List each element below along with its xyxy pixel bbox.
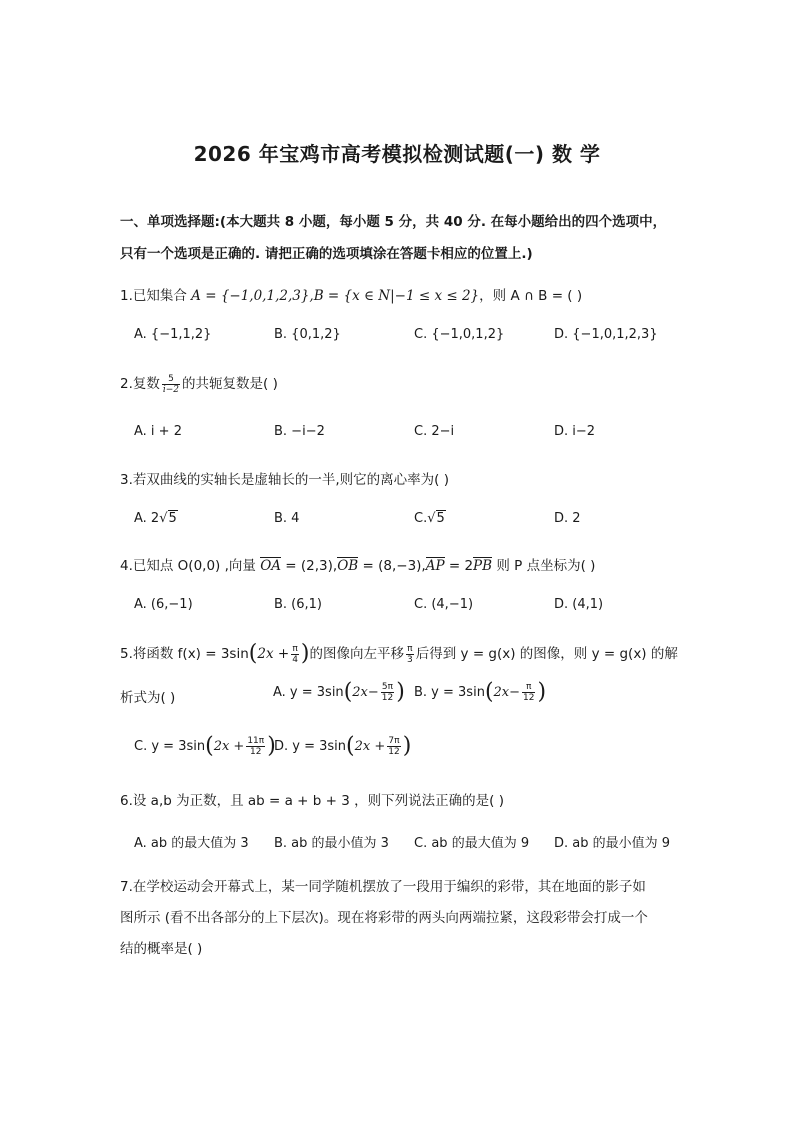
q5-text-1: 5.将函数 f(x) = 3sin: [120, 646, 249, 662]
q5-option-a-den: 12: [381, 693, 394, 703]
section-instruction-line1: 一、单项选择题:(本大题共 8 小题，每小题 5 分，共 40 分. 在每小题给出的四个选项中，: [120, 214, 667, 230]
q2-option-b: B. −i−2: [274, 424, 325, 439]
q2-suffix: 的共轭复数是( ): [182, 376, 278, 392]
q5-option-d-arg: 2x +: [354, 739, 386, 754]
q6-option-d: D. ab 的最小值为 9: [554, 836, 671, 851]
q5-option-b-pre: B. y = 3sin: [414, 685, 485, 700]
question-7-line-1: 7.在学校运动会开幕式上，某一同学随机摆放了一段用于编织的彩带，其在地面的影子如: [120, 879, 646, 895]
q5-line-2: 析式为( ): [120, 690, 176, 706]
q5-option-c: [134, 733, 276, 759]
q5-fraction-1: [291, 644, 299, 665]
q4-text-5: 则 P 点坐标为( ): [492, 558, 596, 574]
q5-paren-open: (: [248, 641, 258, 666]
q5-option-c-num: 11π: [247, 736, 265, 746]
q5-fraction-2: [406, 644, 414, 665]
q5-fraction-1-denominator: 4: [292, 654, 298, 665]
q5-option-a-pre: A. y = 3sin: [273, 685, 344, 700]
q5-option-d-paren-close: ): [402, 733, 412, 759]
q5-option-b-paren-open: (: [484, 679, 494, 705]
q5-text-3: 后得到 y = g(x) 的图像，则 y = g(x) 的解: [415, 646, 678, 662]
q5-option-a-paren-close: ): [396, 679, 405, 705]
question-7-line-3: 结的概率是( ): [120, 941, 203, 957]
q5-option-c-paren-open: (: [205, 733, 214, 759]
q3-option-a-text: A. 2: [134, 511, 160, 526]
q5-option-d-den: 12: [388, 747, 400, 757]
q1-suffix: ，则 A ∩ B = ( ): [479, 288, 583, 304]
q5-option-b-arg: 2x−: [493, 685, 521, 700]
q5-option-a-fraction: [381, 682, 394, 703]
q3-option-c-text: C.: [414, 511, 428, 526]
q5-option-d-num: 7π: [388, 736, 400, 746]
q4-vector-ap: AP: [425, 558, 445, 574]
q5-fraction-2-numerator: π: [407, 643, 413, 654]
q4-vector-ob: OB: [337, 558, 359, 574]
q4-vector-pb: PB: [473, 558, 493, 574]
question-7-line-2: 图所示 (看不出各部分的上下层次)。现在将彩带的两头向两端拉紧，这段彩带会打成一个: [120, 910, 648, 926]
q5-paren-close: ): [300, 641, 310, 666]
q1-option-d: D. {−1,0,1,2,3}: [554, 327, 658, 342]
q4-vector-oa: OA: [260, 558, 282, 574]
q1-sets: A = {−1,0,1,2,3},B = {x ∈ N|−1 ≤ x ≤ 2}: [191, 288, 480, 304]
q5-option-c-pre: C. y = 3sin: [134, 739, 206, 754]
q5-text-2: 的图像向左平移: [309, 646, 405, 662]
q2-prefix: 2.复数: [120, 376, 160, 392]
q3-option-d: D. 2: [554, 511, 581, 526]
q5-option-d-paren-open: (: [346, 733, 355, 759]
question-6: 6.设 a,b 为正数，且 ab = a + b + 3 ，则下列说法正确的是( ): [120, 793, 504, 809]
q4-option-a: A. (6,−1): [134, 597, 193, 612]
question-4: [120, 554, 595, 574]
q2-fraction: [162, 374, 180, 395]
q4-option-d: D. (4,1): [554, 597, 604, 612]
q4-option-c: C. (4,−1): [414, 597, 474, 612]
q4-option-b: B. (6,1): [274, 597, 323, 612]
q5-option-b-fraction: [522, 682, 535, 703]
q4-text-2: = (2,3),: [281, 558, 338, 574]
q1-option-b: B. {0,1,2}: [274, 327, 341, 342]
q5-option-a-paren-open: (: [343, 679, 353, 705]
q3-option-b: B. 4: [274, 511, 300, 526]
q5-option-b: [414, 679, 547, 705]
question-2: [120, 372, 278, 395]
q1-prefix: 1.已知集合: [120, 288, 192, 304]
q5-argument: 2x +: [257, 646, 290, 662]
q5-fraction-2-denominator: 3: [407, 654, 413, 665]
q5-option-c-fraction: [246, 736, 265, 757]
q3-option-c-radicand: 5: [436, 511, 445, 526]
q4-text-4: = 2: [444, 558, 474, 574]
q5-option-b-paren-close: ): [537, 679, 547, 705]
q3-option-a-radicand: 5: [168, 511, 177, 526]
q5-option-a: [273, 679, 405, 705]
q5-option-d-fraction: [387, 736, 400, 757]
q5-option-d-pre: D. y = 3sin: [274, 739, 347, 754]
q5-option-a-num: 5π: [381, 682, 394, 692]
q2-option-c: C. 2−i: [414, 424, 455, 439]
q3-option-a: A. 2√5: [134, 511, 177, 526]
q2-option-a: A. i + 2: [134, 424, 182, 439]
q5-option-a-arg: 2x−: [352, 685, 379, 700]
q5-option-c-paren-close: ): [267, 733, 276, 759]
question-3: 3.若双曲线的实轴长是虚轴长的一半,则它的离心率为( ): [120, 472, 449, 488]
page-title: 2026 年宝鸡市高考模拟检测试题(一) 数 学: [193, 142, 601, 166]
q3-option-c: C.√5: [414, 511, 445, 526]
q5-option-b-den: 12: [523, 693, 535, 703]
q5-option-d: [274, 733, 412, 759]
q2-fraction-numerator: 5: [162, 374, 180, 385]
q6-option-c: C. ab 的最大值为 9: [414, 836, 530, 851]
question-1: [120, 284, 582, 304]
q6-option-b: B. ab 的最小值为 3: [274, 836, 389, 851]
q6-option-a: A. ab 的最大值为 3: [134, 836, 249, 851]
q2-fraction-denominator: i−2: [162, 384, 180, 395]
q5-option-c-arg: 2x +: [213, 739, 245, 754]
q1-option-a: A. {−1,1,2}: [134, 327, 212, 342]
q5-option-b-num: π: [522, 682, 535, 693]
q4-text-3: = (8,−3),: [358, 558, 426, 574]
section-instruction-line2: 只有一个选项是正确的. 请把正确的选项填涂在答题卡相应的位置上.): [120, 246, 533, 262]
q4-text-1: 4.已知点 O(0,0) ,向量: [120, 558, 261, 574]
q2-option-d: D. i−2: [554, 424, 596, 439]
question-5: [120, 642, 678, 665]
q1-option-c: C. {−1,0,1,2}: [414, 327, 505, 342]
q5-fraction-1-numerator: π: [292, 643, 298, 654]
q5-option-c-den: 12: [250, 747, 262, 757]
